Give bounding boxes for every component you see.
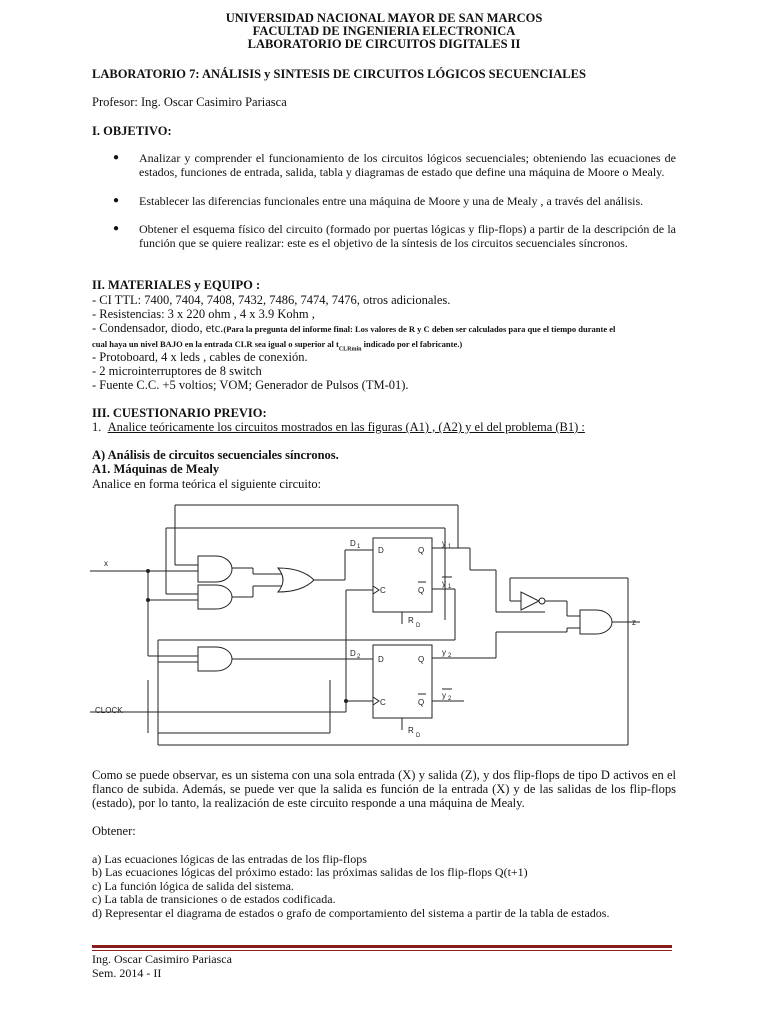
bullet-1-dot: ● — [113, 152, 120, 163]
label-y2: y — [442, 648, 446, 657]
label-y2-bar: y — [442, 691, 446, 700]
label-x: x — [104, 559, 108, 568]
bullet-3-dot: ● — [113, 223, 120, 234]
capacitor-note-b: cual haya un nivel BAJO en la entrada CLR sea igual o superior al t — [92, 339, 339, 349]
mealy-circuit-diagram — [0, 480, 768, 760]
circuit-wires — [90, 505, 640, 745]
footer-rule-thin — [92, 950, 672, 951]
capacitor-note-sub: CLRmin — [338, 346, 362, 353]
materials-item-resistors: - Resistencias: 3 x 220 ohm , 4 x 3.9 Kohm , — [92, 307, 315, 321]
university-name: UNIVERSIDAD NACIONAL MAYOR DE SAN MARCOS — [225, 11, 543, 25]
label-y2-sub: 2 — [448, 653, 452, 659]
label-y1: y — [442, 539, 446, 548]
label-z: z — [632, 618, 636, 627]
ff1-r-sub: D — [416, 623, 421, 629]
materials-item-ci: - CI TTL: 7400, 7404, 7408, 7432, 7486, 7474, 7476, otros adicionales. — [92, 293, 451, 307]
label-d2: D — [350, 649, 356, 658]
obtain-item-d: d) Representar el diagrama de estados o grafo de comportamiento del sistema a partir de la tabla de estados. — [92, 906, 610, 920]
analyze-instruction: Analice en forma teórica el siguiente circuito: — [92, 477, 322, 491]
ff2-r-pin: R — [408, 726, 414, 735]
ff1-q-pin: Q — [418, 546, 425, 555]
junction-dots — [146, 569, 348, 703]
obtain-item-c1: c) La función lógica de salida del sistema. — [92, 879, 294, 893]
objective-bullet-2: Establecer las diferencias funcionales entre una máquina de Moore y una de Mealy , a través del análisis. — [139, 194, 644, 208]
lab-name: LABORATORIO DE CIRCUITOS DIGITALES II — [247, 37, 521, 51]
materials-heading: II. MATERIALES y EQUIPO : — [92, 278, 261, 292]
question-1-number: 1. — [92, 420, 102, 434]
explanation-paragraph: Como se puede observar, es un sistema con una sola entrada (X) y salida (Z), y dos flip-flops de tipo D activos en el flanco de subida. Además, se puede ver que la salida es función de la entrada (X) y de las salidas de los flip-flops (estado), por lo tanto, la realización de este circuito responde a una máquina de Mealy. — [92, 768, 676, 810]
obtain-item-a: a) Las ecuaciones lógicas de las entradas de los flip-flops — [92, 852, 367, 866]
ff2-q-pin: Q — [418, 655, 425, 664]
ff1-qbar-pin: Q — [418, 586, 425, 595]
label-y1-bar-sub: 1 — [448, 584, 452, 590]
objective-heading: I. OBJETIVO: — [92, 124, 172, 138]
objective-bullet-3: Obtener el esquema físico del circuito (formado por puertas lógicas y flip-flops) a partir de la descripción de la función que se quiere realizar: este es el objetivo de la síntesis de los circuitos secuenciales síncronos. — [139, 222, 676, 250]
label-y1-bar: y — [442, 579, 446, 588]
footer-rule-thick — [92, 945, 672, 948]
question-1-text: Analice teóricamente los circuitos mostrados en las figuras (A1) , (A2) y el del problema (B1) : — [107, 420, 585, 434]
ff1-d-pin: D — [378, 546, 384, 555]
label-clock: CLOCK — [95, 706, 123, 715]
or-gate — [278, 568, 314, 592]
materials-item-switches: - 2 microinterruptores de 8 switch — [92, 364, 262, 378]
bullet-2-dot: ● — [113, 195, 120, 206]
question-1 — [92, 420, 585, 434]
faculty-name: FACULTAD DE INGENIERIA ELECTRONICA — [252, 24, 516, 38]
section-a1-heading: A1. Máquinas de Mealy — [92, 462, 220, 476]
questionnaire-heading: III. CUESTIONARIO PREVIO: — [92, 406, 267, 420]
ff2-c-pin: C — [380, 698, 386, 707]
footer-semester: Sem. 2014 - II — [92, 966, 162, 980]
obtain-heading: Obtener: — [92, 824, 136, 838]
materials-item-power: - Fuente C.C. +5 voltios; VOM; Generador de Pulsos (TM-01). — [92, 378, 409, 392]
capacitor-note-a: (Para la pregunta del informe final: Los valores de R y C deben ser calculados para que el tiempo durante el — [223, 324, 616, 334]
ff2-d-pin: D — [378, 655, 384, 664]
capacitor-note-c: indicado por el fabricante.) — [361, 339, 463, 349]
obtain-item-b: b) Las ecuaciones lógicas del próximo estado: las próximas salidas de los flip-flops Q(t+1) — [92, 865, 528, 879]
ff2-r-sub: D — [416, 733, 421, 739]
ff2-qbar-pin: Q — [418, 698, 425, 707]
lab-title: LABORATORIO 7: ANÁLISIS y SINTESIS DE CIRCUITOS LÓGICOS SECUENCIALES — [92, 67, 586, 81]
ff1-r-pin: R — [408, 616, 414, 625]
label-d1: D — [350, 539, 356, 548]
not-gate — [521, 592, 545, 610]
capacitor-text: - Condensador, diodo, etc. — [92, 321, 224, 335]
materials-item-capacitor — [92, 321, 615, 336]
label-d1-sub: 1 — [357, 544, 361, 550]
section-a-heading: A) Análisis de circuitos secuenciales síncronos. — [92, 448, 339, 462]
ff1-c-pin: C — [380, 586, 386, 595]
obtain-item-c2: c) La tabla de transiciones o de estados codificada. — [92, 892, 336, 906]
footer-author: Ing. Oscar Casimiro Pariasca — [92, 952, 232, 966]
objective-bullet-1: Analizar y comprender el funcionamiento de los circuitos lógicos secuenciales; obteniendo las ecuaciones de estados, funciones de entrada, salida, tabla y diagramas de estado que define una máquina de Moore o Mealy. — [139, 151, 676, 179]
label-y2-bar-sub: 2 — [448, 696, 452, 702]
professor-line: Profesor: Ing. Oscar Casimiro Pariasca — [92, 95, 287, 109]
label-y1-sub: 1 — [448, 544, 452, 550]
materials-item-protoboard: - Protoboard, 4 x leds , cables de conexión. — [92, 350, 308, 364]
label-d2-sub: 2 — [357, 654, 361, 660]
